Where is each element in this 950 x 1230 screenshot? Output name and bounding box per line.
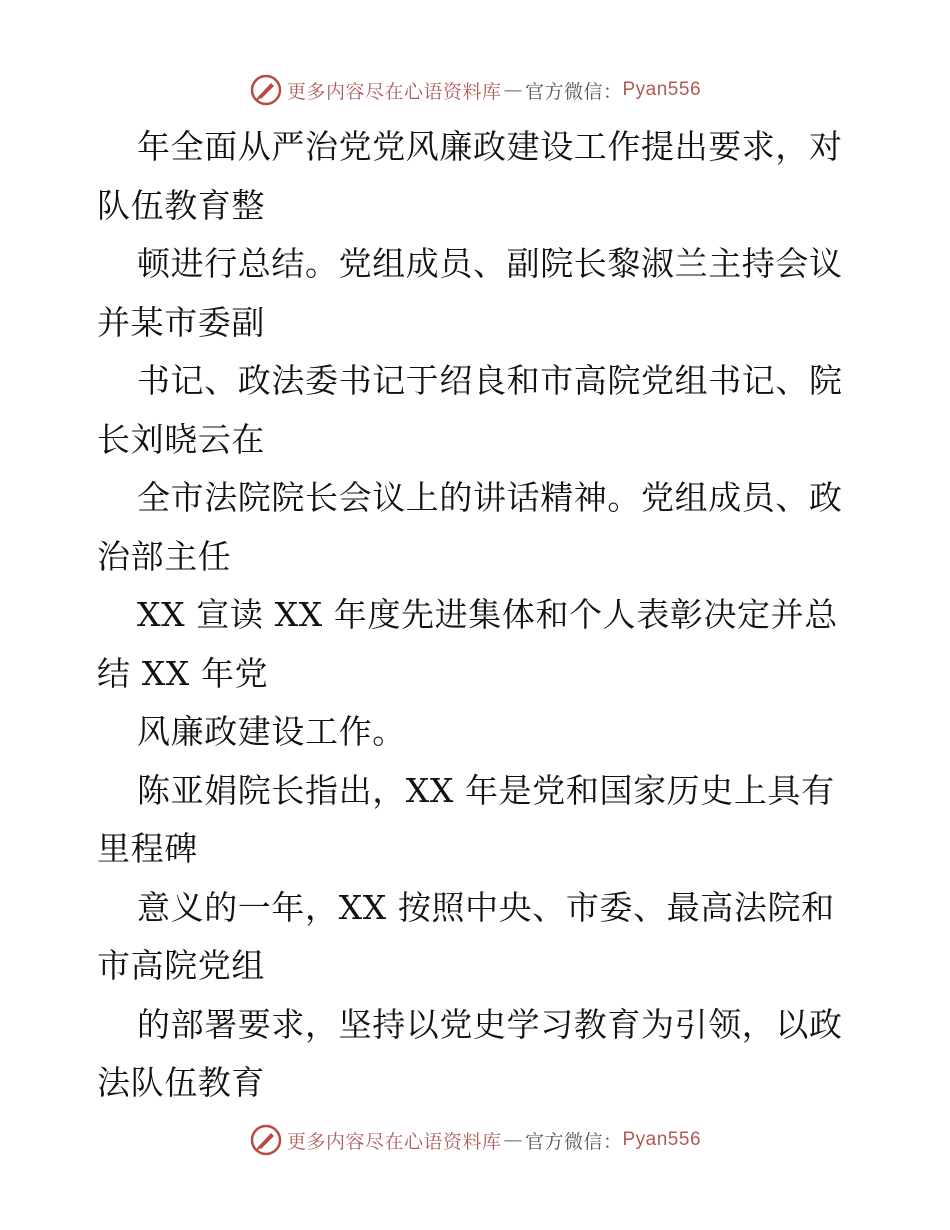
- footer-watermark: [0, 1120, 950, 1160]
- text-line: 市高院党组: [97, 946, 265, 985]
- watermark-official-label: 官方微信：: [524, 80, 623, 103]
- quill-logo-icon: [249, 1123, 283, 1157]
- header-watermark: [0, 70, 950, 110]
- text-line: 并某市委副: [97, 302, 265, 342]
- text-line: 长刘晓云在: [97, 419, 265, 459]
- text-line: 陈亚娟院长指出，XX 年是党和国家历史上具有: [137, 770, 835, 810]
- watermark-official-label: 官方微信：: [524, 1130, 623, 1153]
- text-line: 的部署要求，坚持以党史学习教育为引领，以政: [137, 1004, 843, 1044]
- watermark-separator: —: [503, 79, 523, 101]
- watermark-account: Pyan556: [622, 1129, 702, 1150]
- text-line: 队伍教育整: [97, 185, 265, 225]
- watermark-account: Pyan556: [622, 79, 702, 100]
- text-line: 书记、政法委书记于绍良和市高院党组书记、院: [137, 361, 843, 400]
- text-line: 全市法院院长会议上的讲话精神。党组成员、政: [137, 478, 843, 517]
- watermark-separator: —: [503, 1129, 523, 1151]
- text-line: 意义的一年，XX 按照中央、市委、最高法院和: [137, 887, 835, 927]
- watermark-prefix: 更多内容尽在心语资料库: [286, 80, 502, 103]
- document-body: [97, 118, 867, 1113]
- text-line: 风廉政建设工作。: [137, 712, 406, 751]
- text-line: 结 XX 年党: [97, 653, 269, 693]
- watermark-prefix: 更多内容尽在心语资料库: [286, 1130, 502, 1153]
- text-line: 里程碑: [97, 829, 198, 868]
- text-line: 治部主任: [97, 536, 232, 576]
- quill-logo-icon: [249, 73, 283, 107]
- text-line: 顿进行总结。党组成员、副院长黎淑兰主持会议: [137, 244, 843, 283]
- text-line: 法队伍教育: [97, 1063, 265, 1102]
- text-line: 年全面从严治党党风廉政建设工作提出要求，对: [137, 127, 843, 166]
- text-line: XX 宣读 XX 年度先进集体和个人表彰决定并总: [137, 595, 838, 634]
